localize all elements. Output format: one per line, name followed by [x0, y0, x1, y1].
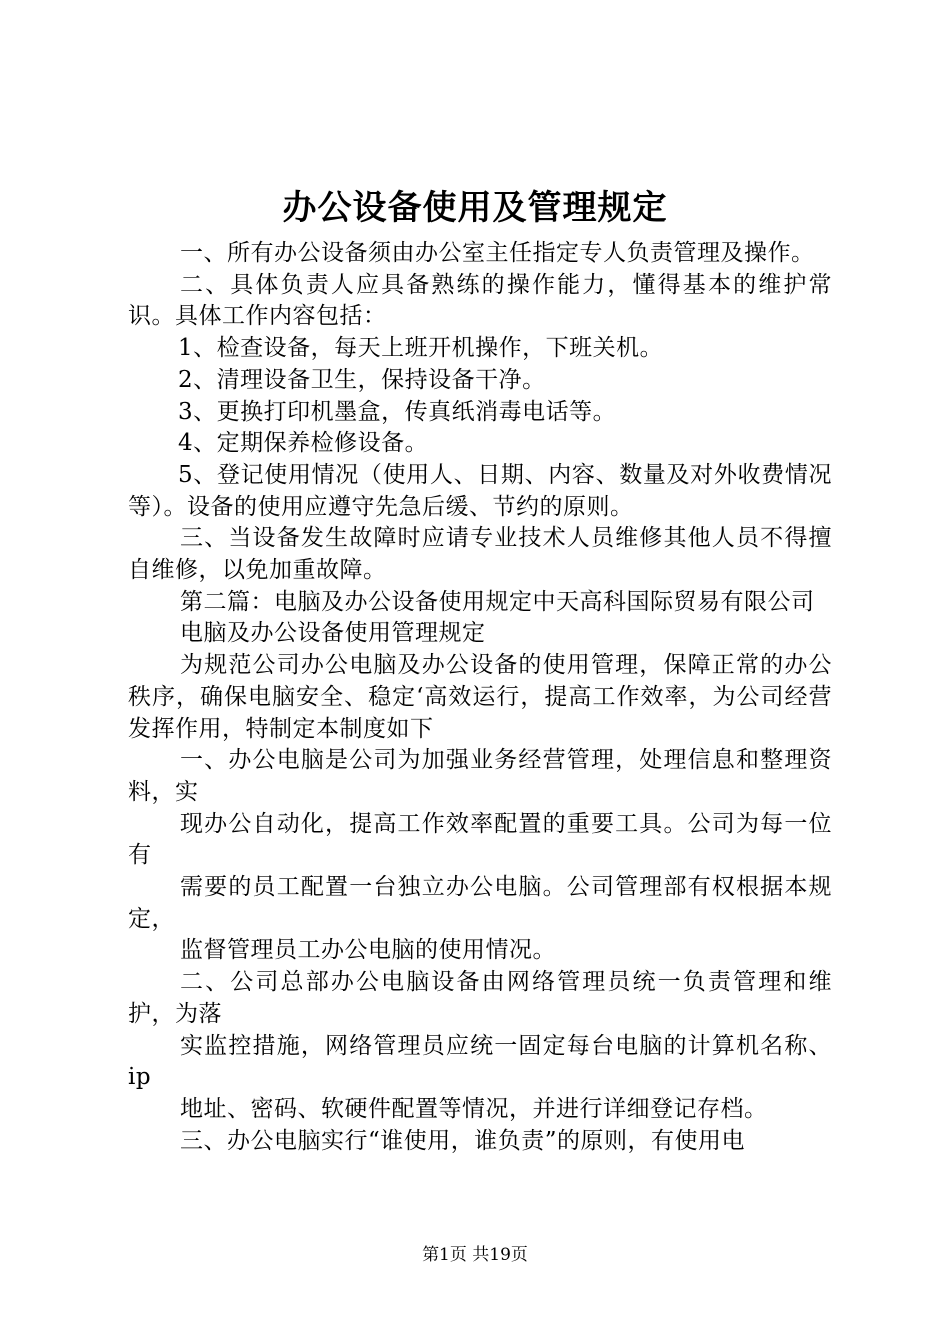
paragraph: 实监控措施，网络管理员应统一固定每台电脑的计算机名称、ip — [128, 1032, 832, 1091]
paragraph: 三、办公电脑实行“谁使用，谁负责”的原则，有使用电 — [180, 1127, 746, 1154]
page-number: 第1页 共19页 — [422, 1245, 528, 1265]
list-item: 3、更换打印机墨盒，传真纸消毒电话等。 — [178, 398, 617, 425]
paragraph: 监督管理员工办公电脑的使用情况。 — [180, 937, 556, 964]
section-heading: 第二篇：电脑及办公设备使用规定中天高科国际贸易有限公司 — [180, 588, 815, 615]
list-item: 1、检查设备，每天上班开机操作，下班关机。 — [178, 335, 664, 362]
paragraph: 一、所有办公设备须由办公室主任指定专人负责管理及操作。 — [180, 240, 815, 266]
list-item: 5、登记使用情况（使用人、日期、内容、数量及对外收费情况等）。设备的使用应遵守先急后缓、节约的原则。 — [128, 461, 832, 520]
list-item: 2、清理设备卫生，保持设备干净。 — [178, 366, 546, 393]
paragraph: 二、具体负责人应具备熟练的操作能力，懂得基本的维护常识。具体工作内容包括： — [128, 271, 832, 330]
paragraph: 地址、密码、软硬件配置等情况，并进行详细登记存档。 — [180, 1095, 768, 1122]
paragraph: 现办公自动化，提高工作效率配置的重要工具。公司为每一位有 — [128, 810, 832, 869]
page-footer — [0, 1243, 950, 1267]
subheading: 电脑及办公设备使用管理规定 — [180, 620, 486, 647]
paragraph: 三、当设备发生故障时应请专业技术人员维修其他人员不得擅自维修，以免加重故障。 — [128, 525, 832, 584]
document-body — [128, 238, 832, 1157]
paragraph: 需要的员工配置一台独立办公电脑。公司管理部有权根据本规定， — [128, 874, 832, 932]
document-title: 办公设备使用及管理规定 — [282, 188, 668, 228]
paragraph: 二、公司总部办公电脑设备由网络管理员统一负责管理和维护，为落 — [128, 969, 832, 1027]
list-item: 4、定期保养检修设备。 — [178, 430, 429, 457]
paragraph: 为规范公司办公电脑及办公设备的使用管理，保障正常的办公秩序，确保电脑安全、稳定‘高效运行，提高工作效率，为公司经营发挥作用，特制定本制度如下 — [128, 652, 832, 742]
paragraph: 一、办公电脑是公司为加强业务经营管理，处理信息和整理资料，实 — [128, 747, 832, 805]
